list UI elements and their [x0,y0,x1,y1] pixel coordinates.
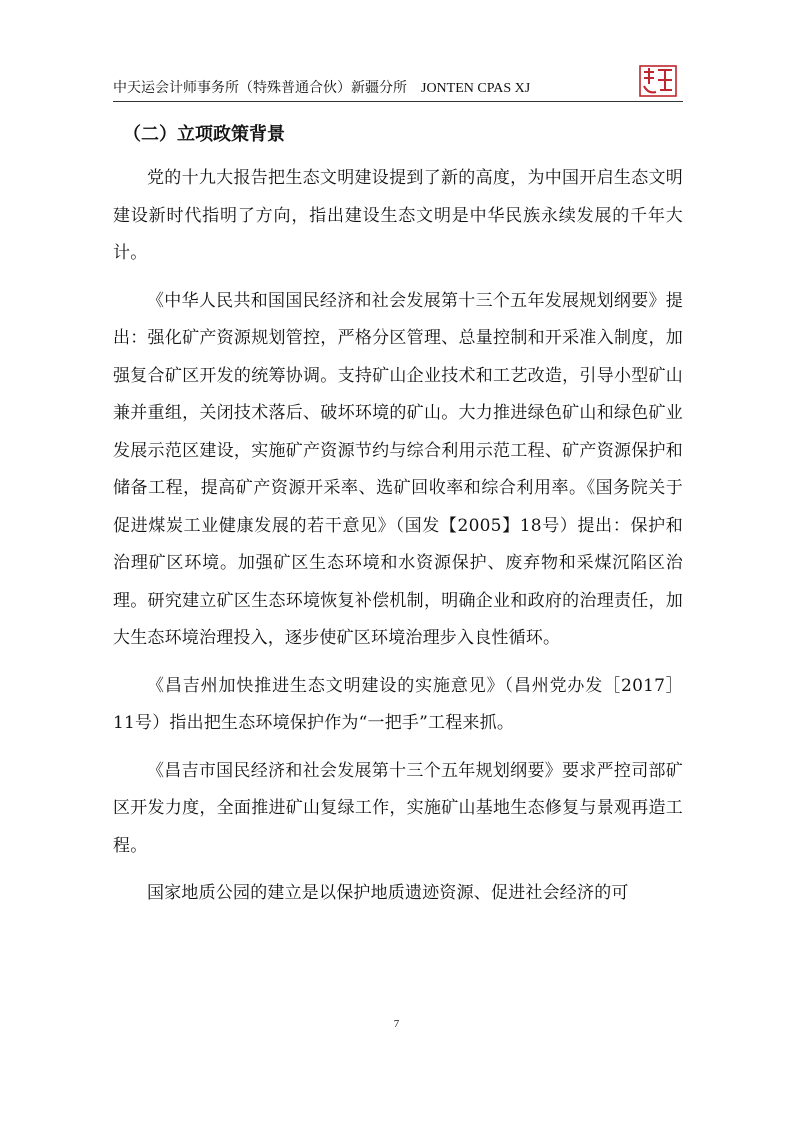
header-firm-name-en: JONTEN CPAS XJ [421,81,531,96]
paragraph: 《昌吉州加快推进生态文明建设的实施意见》（昌州党办发［2017］11号）指出把生态环境保护作为“一把手”工程来抓。 [113,675,683,733]
paragraph: 《昌吉市国民经济和社会发展第十三个五年规划纲要》要求严控司部矿区开发力度，全面推进矿山复绿工作，实施矿山基地生态修复与景观再造工程。 [113,760,683,856]
header-text [113,77,530,97]
firm-logo [638,64,678,98]
paragraph: 《中华人民共和国国民经济和社会发展第十三个五年发展规划纲要》提出：强化矿产资源规划管控，严格分区管理、总量控制和开采准入制度，加强复合矿区开发的统筹协调。支持矿山企业技术和工艺改造，引导小型矿山兼并重组，关闭技术落后、破坏环境的矿山。大力推进绿色矿山和绿色矿业发展示范区建设，实施矿产资源节约与综合利用示范工程、矿产资源保护和储备工程，提高矿产资源开采率、选矿回收率和综合利用率。《国务院关于促进煤炭工业健康发展的若干意见》（国发【2005】18号）提出：保护和治理矿区环境。加强矿区生态环境和水资源保护、废弃物和采煤沉陷区治理。研究建立矿区生态环境恢复补偿机制，明确企业和政府的治理责任，加大生态环境治理投入，逐步使矿区环境治理步入良性循环。 [113,290,683,648]
header-divider [113,101,683,102]
header-firm-name: 中天运会计师事务所（特殊普通合伙）新疆分所 [113,80,407,96]
page-header [113,64,683,100]
page-number: 7 [393,1018,400,1030]
paragraph: 党的十九大报告把生态文明建设提到了新的高度，为中国开启生态文明建设新时代指明了方向，指出建设生态文明是中华民族永续发展的千年大计。 [113,168,683,263]
paragraph: 国家地质公园的建立是以保护地质遗迹资源、促进社会经济的可 [147,883,629,903]
section-title: （二）立项政策背景 [123,124,285,145]
page-content [113,120,683,913]
